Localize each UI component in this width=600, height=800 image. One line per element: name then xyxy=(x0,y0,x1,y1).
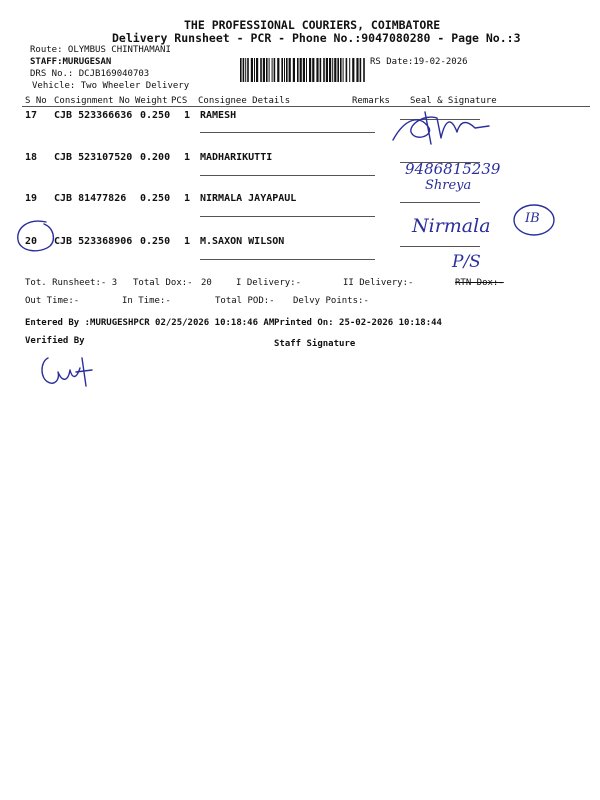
barcode-bar xyxy=(306,58,307,82)
staff-label: STAFF:MURUGESAN xyxy=(30,57,112,67)
barcode-bar xyxy=(360,58,362,82)
row-rule xyxy=(400,246,480,247)
row-rule xyxy=(200,259,375,260)
barcode-bar xyxy=(254,58,255,82)
route-label: Route: OLYMBUS CHINTHAMANI xyxy=(30,45,171,55)
handwritten-phone: 9486815239 xyxy=(405,160,501,178)
barcode-bar xyxy=(260,58,262,82)
row-sno: 18 xyxy=(25,152,38,163)
company-title: THE PROFESSIONAL COURIERS, COIMBATORE xyxy=(184,18,441,32)
barcode-bar xyxy=(303,58,305,82)
barcode-bar xyxy=(281,58,283,82)
row-consignment: CJB 523368906 xyxy=(54,236,133,247)
barcode-bar xyxy=(320,58,322,82)
barcode-bar xyxy=(284,58,285,82)
in-time-label: In Time:- xyxy=(122,296,171,306)
barcode-bar xyxy=(300,58,302,82)
handwritten-badge: IB xyxy=(525,211,540,226)
barcode-bar xyxy=(243,58,245,82)
barcode-bar xyxy=(334,58,336,82)
staff-signature-label: Staff Signature xyxy=(274,339,356,349)
verifier-signature xyxy=(36,352,96,390)
row-consignee: M.SAXON WILSON xyxy=(200,236,285,247)
vehicle-label: Vehicle: Two Wheeler Delivery xyxy=(32,81,190,91)
i-delivery-label: I Delivery:- xyxy=(236,278,302,288)
barcode-bar xyxy=(266,58,268,82)
handwritten-name-nirmala: Nirmala xyxy=(412,215,491,237)
handwritten-pis: P/S xyxy=(452,252,481,272)
barcode-bar xyxy=(256,58,258,82)
header-consignee: Consignee Details xyxy=(198,96,291,106)
total-runsheet: Tot. Runsheet:- 3 xyxy=(25,278,118,288)
barcode-bar xyxy=(272,58,273,82)
total-pod-label: Total POD:- xyxy=(215,296,275,306)
header-weight: Weight xyxy=(135,96,168,106)
barcode-bar xyxy=(251,58,253,82)
barcode-bar xyxy=(329,58,331,82)
row-weight: 0.200 xyxy=(140,152,171,163)
row-sno: 19 xyxy=(25,193,38,204)
barcode-bar xyxy=(349,58,350,82)
header-consignment: Consignment No xyxy=(54,96,130,106)
barcode-bar xyxy=(269,58,270,82)
header-sno: S No xyxy=(25,96,47,106)
barcode-bar xyxy=(340,58,342,82)
row-rule xyxy=(400,202,480,203)
barcode-bar xyxy=(263,58,265,82)
barcode-bar xyxy=(312,58,314,82)
barcode-bar xyxy=(297,58,299,82)
rs-date: RS Date:19-02-2026 xyxy=(370,57,468,67)
row-weight: 0.250 xyxy=(140,193,171,204)
row-sno: 17 xyxy=(25,110,38,121)
row-pcs: 1 xyxy=(184,110,191,121)
barcode-image xyxy=(240,58,366,82)
printed-on: Printed On: 25-02-2026 10:18:44 xyxy=(274,318,442,328)
row-consignment: CJB 523107520 xyxy=(54,152,133,163)
barcode-bar xyxy=(356,58,358,82)
header-pcs: PCS xyxy=(171,96,188,106)
handwritten-name-shreya: Shreya xyxy=(425,178,472,193)
barcode-bar xyxy=(332,58,333,82)
barcode-bar xyxy=(289,58,291,82)
row-consignee: NIRMALA JAYAPAUL xyxy=(200,193,297,204)
barcode-bar xyxy=(363,58,365,82)
runsheet-subtitle: Delivery Runsheet - PCR - Phone No.:9047080280 - Page No.:3 xyxy=(112,31,521,45)
header-remarks: Remarks xyxy=(352,96,390,106)
out-time-label: Out Time:- xyxy=(25,296,80,306)
row-rule xyxy=(200,132,375,133)
barcode-bar xyxy=(245,58,246,82)
barcode-bar xyxy=(343,58,344,82)
row-20-circle-icon xyxy=(14,216,58,256)
barcode-bar xyxy=(346,58,348,82)
barcode-bar xyxy=(309,58,311,82)
rtn-dox-label: RTN Dox:- xyxy=(455,278,504,288)
barcode-bar xyxy=(323,58,325,82)
barcode-bar xyxy=(274,58,276,82)
barcode-bar xyxy=(286,58,288,82)
barcode-bar xyxy=(240,58,242,82)
entered-by: Entered By :MURUGESHPCR 02/25/2026 10:18:46 AM xyxy=(25,318,275,328)
total-dox-label: Total Dox:- xyxy=(133,278,193,288)
row-consignment: CJB 81477826 xyxy=(54,193,127,204)
barcode-bar xyxy=(277,58,279,82)
barcode-bar xyxy=(293,58,295,82)
row-weight: 0.250 xyxy=(140,236,171,247)
delvy-points-label: Delvy Points:- xyxy=(293,296,369,306)
drs-number: DRS No.: DCJB169040703 xyxy=(30,69,150,79)
row-pcs: 1 xyxy=(184,236,191,247)
row-sno: 20 xyxy=(25,236,38,247)
row-consignment: CJB 523366636 xyxy=(54,110,133,121)
row-rule xyxy=(200,216,375,217)
ii-delivery-label: II Delivery:- xyxy=(343,278,414,288)
row-weight: 0.250 xyxy=(140,110,171,121)
barcode-bar xyxy=(337,58,339,82)
total-dox-value: 20 xyxy=(201,278,212,288)
row-rule xyxy=(200,175,375,176)
verified-by-label: Verified By xyxy=(25,336,85,346)
barcode-bar xyxy=(326,58,328,82)
barcode-bar xyxy=(247,58,249,82)
signature-row-17 xyxy=(385,108,495,148)
row-pcs: 1 xyxy=(184,152,191,163)
barcode-bar xyxy=(316,58,318,82)
row-consignee: MADHARIKUTTI xyxy=(200,152,273,163)
header-rule xyxy=(22,106,590,107)
row-consignee: RAMESH xyxy=(200,110,237,121)
barcode-bar xyxy=(352,58,354,82)
header-seal: Seal & Signature xyxy=(410,96,497,106)
row-pcs: 1 xyxy=(184,193,191,204)
